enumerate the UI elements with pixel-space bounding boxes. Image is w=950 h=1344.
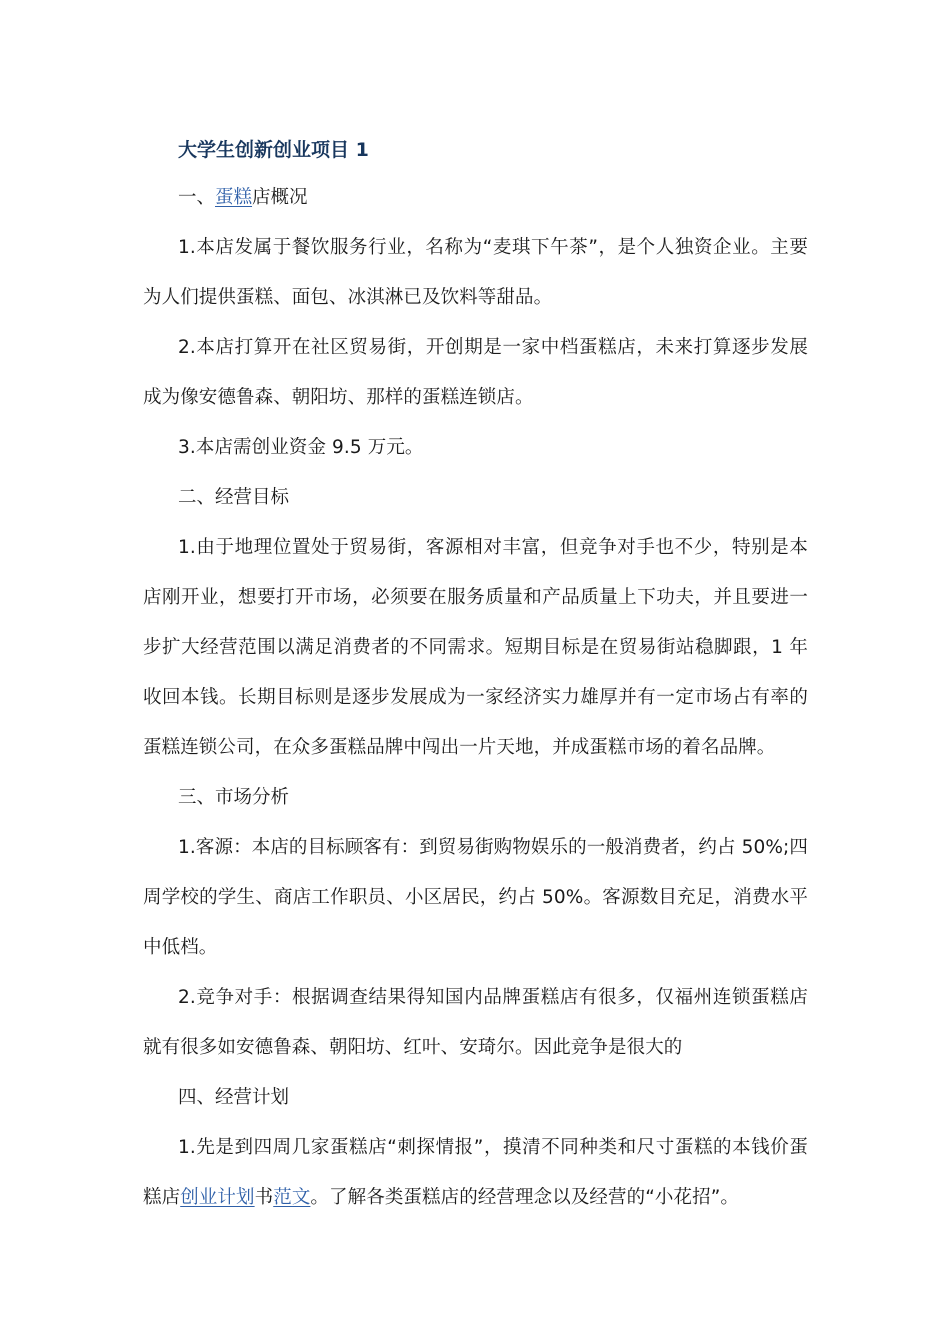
paragraph: 1.本店发属于餐饮服务行业，名称为“麦琪下午茶”，是个人独资企业。主要为人们提供蛋糕、面包、冰淇淋已及饮料等甜品。 xyxy=(143,237,808,308)
heading-suffix: 店概况 xyxy=(252,187,308,208)
section-heading-market: 三、市场分析 xyxy=(178,787,290,808)
cake-link[interactable]: 蛋糕 xyxy=(215,187,253,208)
sample-text-link[interactable]: 范文 xyxy=(273,1187,311,1208)
paragraph: 1.客源：本店的目标顾客有：到贸易街购物娱乐的一般消费者，约占 50%;四周学校的学生、商店工作职员、小区居民，约占 50%。客源数目充足，消费水平中低档。 xyxy=(143,837,808,958)
section-heading-plan: 四、经营计划 xyxy=(178,1087,290,1108)
section-heading-overview xyxy=(143,173,808,223)
paragraph-text: 1.先是到四周几家蛋糕店“刺探情报”，摸清不同种类和尺寸蛋糕的本钱价蛋糕店 xyxy=(143,1137,808,1208)
heading-prefix: 一、 xyxy=(178,187,216,208)
business-plan-link[interactable]: 创业计划 xyxy=(180,1187,255,1208)
paragraph xyxy=(143,1123,808,1223)
paragraph: 1.由于地理位置处于贸易街，客源相对丰富，但竞争对手也不少，特别是本店刚开业，想要打开市场，必须要在服务质量和产品质量上下功夫，并且要进一步扩大经营范围以满足消费者的不同需求。短期目标是在贸易街站稳脚跟，1 年收回本钱。长期目标则是逐步发展成为一家经济实力雄厚并有一定市场占有率的蛋糕连锁公司，在众多蛋糕品牌中闯出一片天地，并成蛋糕市场的着名品牌。 xyxy=(143,537,808,758)
paragraph: 2.竞争对手：根据调查结果得知国内品牌蛋糕店有很多，仅福州连锁蛋糕店就有很多如安德鲁森、朝阳坊、红叶、安琦尔。因此竞争是很大的 xyxy=(143,987,808,1058)
paragraph: 3.本店需创业资金 9.5 万元。 xyxy=(178,437,424,458)
document-title: 大学生创新创业项目 1 xyxy=(178,139,369,161)
paragraph: 2.本店打算开在社区贸易街，开创期是一家中档蛋糕店，未来打算逐步发展成为像安德鲁森、朝阳坊、那样的蛋糕连锁店。 xyxy=(143,337,808,408)
document-page xyxy=(143,128,808,1223)
paragraph-text: 书 xyxy=(254,1187,274,1208)
paragraph-text: 。了解各类蛋糕店的经营理念以及经营的“小花招”。 xyxy=(310,1187,739,1208)
section-heading-goals: 二、经营目标 xyxy=(178,487,290,508)
